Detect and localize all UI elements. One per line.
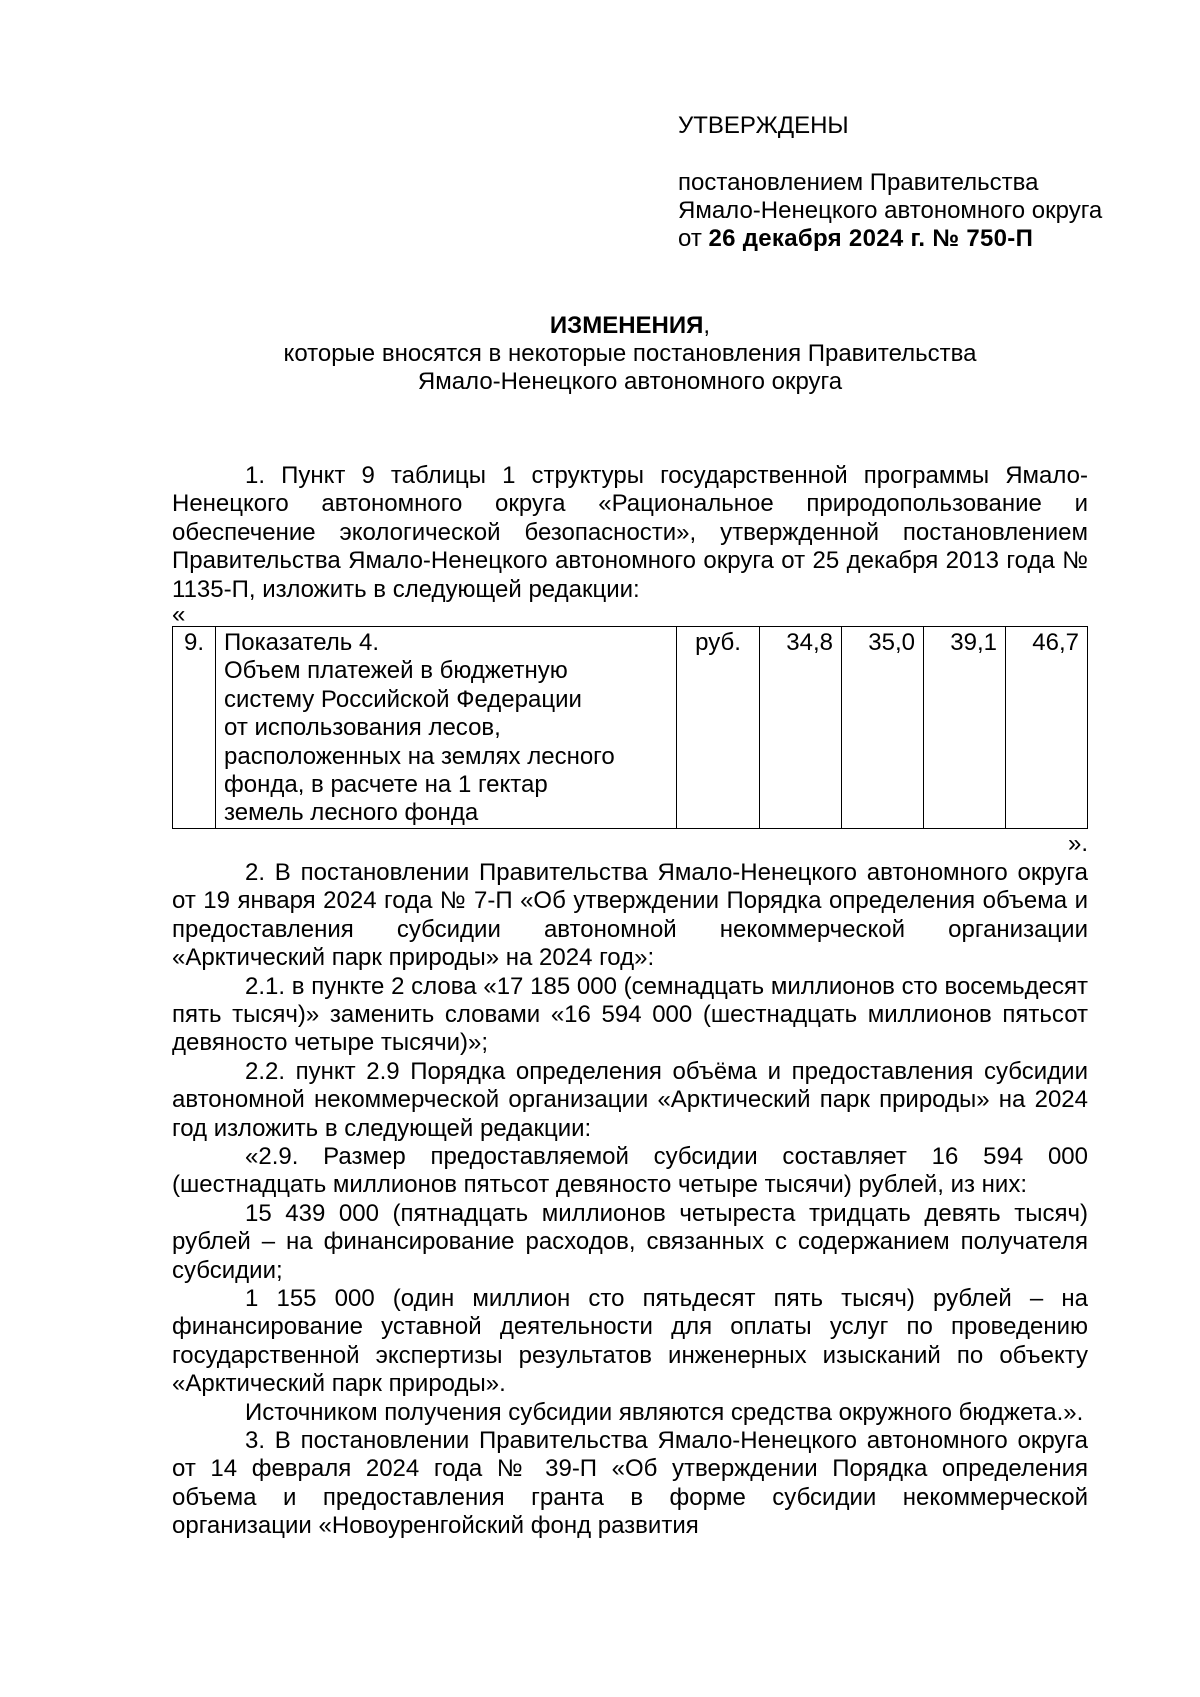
- unit-cell: руб.: [677, 627, 760, 829]
- document-subtitle-line-2: Ямало-Ненецкого автономного округа: [417, 368, 843, 395]
- approval-date-line: [678, 225, 1102, 253]
- document-subtitle-line-1: которые вносятся в некоторые постановления Правительства: [283, 340, 977, 367]
- approval-line-2: Ямало-Ненецкого автономного округа: [678, 197, 1103, 224]
- indicator-name-cell: [216, 627, 677, 829]
- approval-line-1: постановлением Правительства: [678, 169, 1039, 196]
- document-title-block: [172, 312, 1088, 396]
- approval-stamp: [678, 112, 1102, 253]
- table-quote-close: ».: [1067, 829, 1088, 857]
- item-2-2-paragraph: 2.2. пункт 2.9 Порядка определения объёма и предоставления субсидии автономной некоммерческой организации «Арктический парк природы» на 2024 год изложить в следующей редакции:: [172, 1057, 1088, 1142]
- indicator-name-line: расположенных на землях лесного: [224, 742, 615, 770]
- item-3-paragraph: 3. В постановлении Правительства Ямало-Ненецкого автономного округа от 14 февраля 2024 года № 39-П «Об утверждении Порядка определения объема и предоставления гранта в форме субсидии некоммерческой организации «Новоуренгойский фонд развития: [172, 1427, 1088, 1540]
- indicator-name-line: фонда, в расчете на 1 гектар: [224, 771, 548, 799]
- document-title: ИЗМЕНЕНИЯ: [549, 312, 704, 339]
- item-2-paragraph: 2. В постановлении Правительства Ямало-Ненецкого автономного округа от 19 января 2024 года № 7-П «Об утверждении Порядка определения объема и предоставления субсидии автономной некоммерческой организации «Арктический парк природы» на 2024 год»:: [172, 858, 1088, 972]
- indicator-name-line: Показатель 4.: [224, 629, 379, 657]
- value-cell: 46,7: [1006, 627, 1088, 829]
- item-2-1-paragraph: 2.1. в пункте 2 слова «17 185 000 (семнадцать миллионов сто восемьдесят пять тысяч)» заменить словами «16 594 000 (шестнадцать миллионов пятьсот девяносто четыре тысячи)»;: [172, 972, 1088, 1057]
- approval-from-word: от: [678, 225, 702, 252]
- document-title-line: [172, 312, 1088, 340]
- value-cell: 35,0: [842, 627, 924, 829]
- approval-date-number: 26 декабря 2024 г. № 750-П: [708, 225, 1034, 252]
- value-cell: 34,8: [760, 627, 842, 829]
- approval-heading: УТВЕРЖДЕНЫ: [678, 112, 849, 139]
- value-cell: 39,1: [924, 627, 1006, 829]
- indicator-name-line: систему Российской Федерации: [224, 685, 582, 713]
- subsidy-part-b-paragraph: 1 155 000 (один миллион сто пятьдесят пять тысяч) рублей – на финансирование уставной деятельности для оплаты услуг по проведению государственной экспертизы результатов инженерных изысканий по объекту «Арктический парк природы».: [172, 1284, 1088, 1398]
- subsidy-part-a-paragraph: 15 439 000 (пятнадцать миллионов четыреста тридцать девять тысяч) рублей – на финансирование расходов, связанных с содержанием получателя субсидии;: [172, 1199, 1088, 1284]
- indicator-name-line: Объем платежей в бюджетную: [224, 657, 568, 685]
- subsidy-source-paragraph: Источником получения субсидии являются средства окружного бюджета.».: [245, 1398, 1084, 1426]
- table-quote-open: «: [172, 601, 186, 629]
- row-number-cell: 9.: [173, 627, 216, 829]
- table-row: [173, 627, 1088, 829]
- item-1-paragraph: 1. Пункт 9 таблицы 1 структуры государственной программы Ямало-Ненецкого автономного округа «Рациональное природопользование и обеспечение экологической безопасности», утвержденной постановлением Правительства Ямало-Ненецкого автономного округа от 25 декабря 2013 года № 1135-П, изложить в следующей редакции:: [172, 462, 1088, 603]
- indicator-table: [172, 626, 1088, 829]
- indicator-name-line: от использования лесов,: [224, 714, 501, 742]
- document-title-comma: ,: [703, 312, 711, 339]
- item-2-9-paragraph: «2.9. Размер предоставляемой субсидии составляет 16 594 000 (шестнадцать миллионов пятьсот девяносто четыре тысячи) рублей, из них:: [172, 1142, 1088, 1199]
- indicator-name-line: земель лесного фонда: [224, 799, 479, 827]
- document-body: [172, 462, 1088, 1541]
